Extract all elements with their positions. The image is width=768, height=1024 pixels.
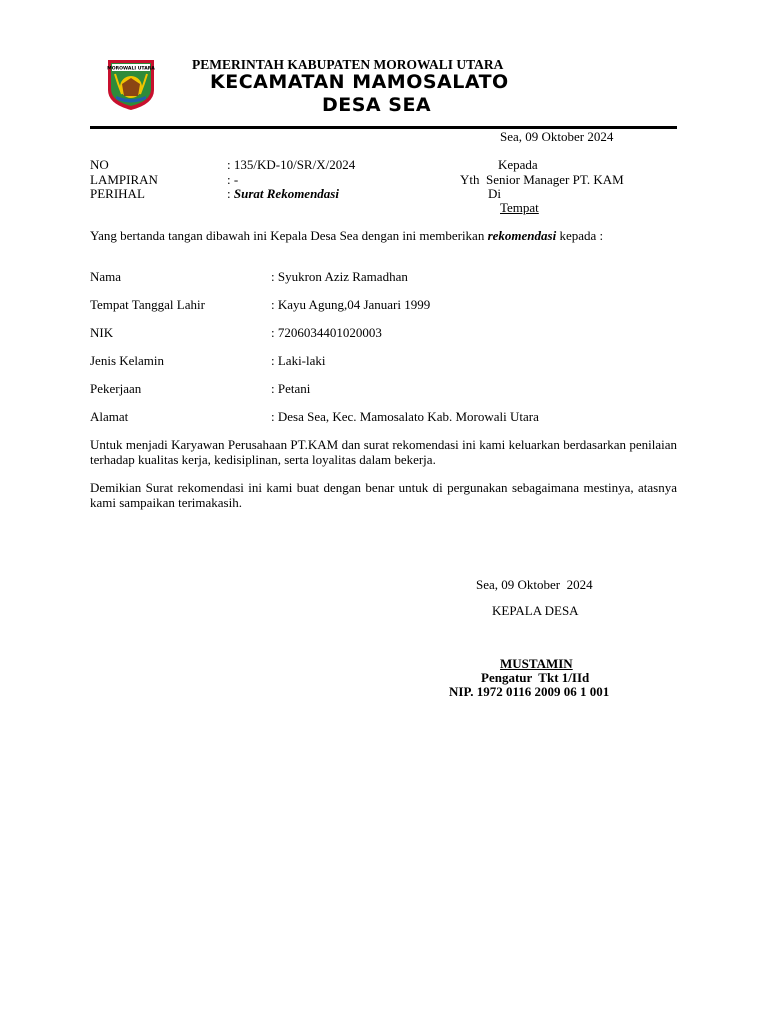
field-value: : Syukron Aziz Ramadhan [271,269,408,284]
intro-emphasis: rekomendasi [487,228,557,243]
field-label: NIK [90,325,114,340]
perihal-value-row [227,186,339,201]
signature-date: Sea, 09 Oktober 2024 [476,577,593,592]
signature-title: KEPALA DESA [492,603,579,618]
field-value: : Desa Sea, Kec. Mamosalato Kab. Morowali Utara [271,409,539,424]
field-label: Tempat Tanggal Lahir [90,297,205,312]
body-paragraph-2: Demikian Surat rekomendasi ini kami buat dengan benar untuk di pergunakan sebagaimana mestinya, atasnya kami sampaikan terimakasih. [90,480,677,510]
lampiran-label: LAMPIRAN [90,172,158,187]
no-label: NO [90,157,109,172]
signatory-nip: NIP. 1972 0116 2009 06 1 001 [449,684,610,699]
regency-logo [102,54,160,112]
government-heading: PEMERINTAH KABUPATEN MOROWALI UTARA [192,57,504,72]
district-heading: KECAMATAN MAMOSALATO [210,71,509,93]
recipient-di: Di [488,186,501,201]
field-label: Pekerjaan [90,381,142,396]
signatory-name: MUSTAMIN [500,656,573,671]
lampiran-value: : - [227,172,239,187]
perihal-label: PERIHAL [90,186,145,201]
village-heading: DESA SEA [322,94,432,116]
recipient-kepada: Kepada [498,157,538,172]
field-label: Jenis Kelamin [90,353,165,368]
field-label: Nama [90,269,122,284]
perihal-value: Surat Rekomendasi [233,186,339,201]
field-value: : Laki-laki [271,353,326,368]
intro-text-after: kepada : [556,228,604,243]
body-paragraph-1: Untuk menjadi Karyawan Perusahaan PT.KAM dan surat rekomendasi ini kami keluarkan berdasarkan penilaian terhadap kualitas kerja, kedisiplinan, serta loyalitas dalam bekerja. [90,437,677,467]
signatory-rank: Pengatur Tkt 1/IId [481,670,590,685]
recipient-tempat: Tempat [500,200,539,215]
field-value: : 7206034401020003 [271,325,382,340]
no-value: : 135/KD-10/SR/X/2024 [227,157,356,172]
field-label: Alamat [90,409,129,424]
intro-paragraph [90,228,677,243]
perihal-colon: : [227,186,234,201]
field-value: : Petani [271,381,311,396]
recipient-yth: Yth Senior Manager PT. KAM [460,172,624,187]
svg-text:MOROWALI UTARA: MOROWALI UTARA [107,66,155,72]
field-value: : Kayu Agung,04 Januari 1999 [271,297,431,312]
intro-text-before: Yang bertanda tangan dibawah ini Kepala Desa Sea dengan ini memberikan [90,228,488,243]
letter-date: Sea, 09 Oktober 2024 [500,129,614,144]
